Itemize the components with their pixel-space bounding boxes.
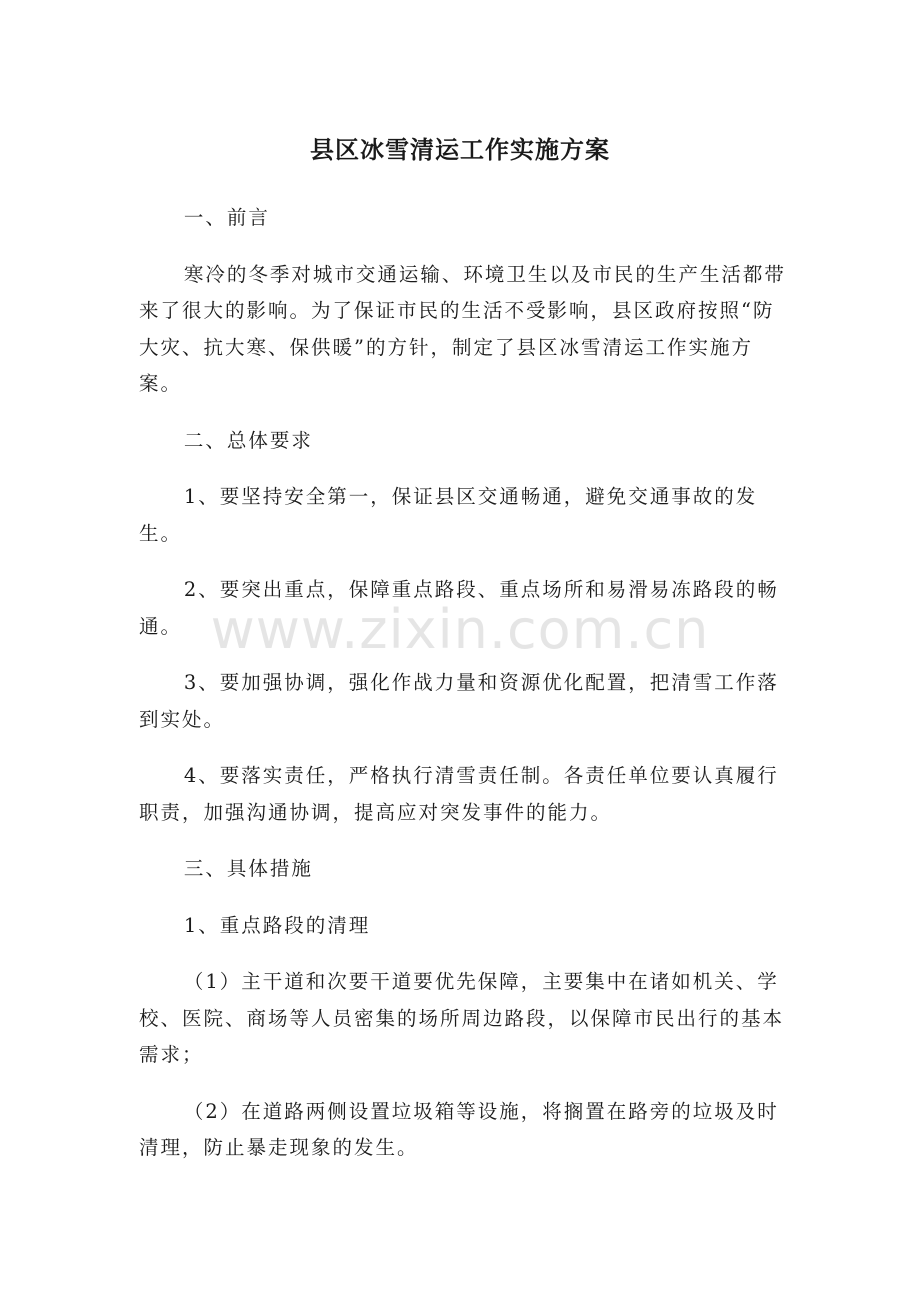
document-body xyxy=(139,200,789,1187)
section-heading-preface: 一、前言 xyxy=(183,206,270,229)
requirement-item-4: 4、要落实责任，严格执行清雪责任制。各责任单位要认真履行职责，加强沟通协调，提高应对突发事件的能力。 xyxy=(139,764,779,824)
requirement-item-3: 3、要加强协调，强化作战力量和资源优化配置，把清雪工作落到实处。 xyxy=(139,671,779,731)
section-heading-requirements: 二、总体要求 xyxy=(183,428,313,452)
watermark-text: www.zixin.com.cn xyxy=(210,598,710,661)
section-heading-measures: 三、具体措施 xyxy=(183,857,313,880)
document-title: 县区冰雪清运工作实施方案 xyxy=(310,136,610,164)
subsection-heading-key-roads: 1、重点路段的清理 xyxy=(183,913,371,937)
requirement-item-2: 2、要突出重点，保障重点路段、重点场所和易滑易冻路段的畅通。 xyxy=(139,578,779,638)
requirement-item-1: 1、要坚持安全第一，保证县区交通畅通，避免交通事故的发生。 xyxy=(139,485,758,545)
paragraph-preface: 寒冷的冬季对城市交通运输、环境卫生以及市民的生产生活都带来了很大的影响。为了保证市民的生活不受影响，县区政府按照“防大灾、抗大寒、保供暖”的方针，制定了县区冰雪清运工作实施方案。 xyxy=(139,262,786,395)
measure-item-1: （1）主干道和次要干道要优先保障，主要集中在诸如机关、学校、医院、商场等人员密集的场所周边路段，以保障市民出行的基本需求； xyxy=(139,970,785,1066)
measure-item-2: （2）在道路两侧设置垃圾箱等设施，将搁置在路旁的垃圾及时清理，防止暴走现象的发生。 xyxy=(139,1099,779,1159)
